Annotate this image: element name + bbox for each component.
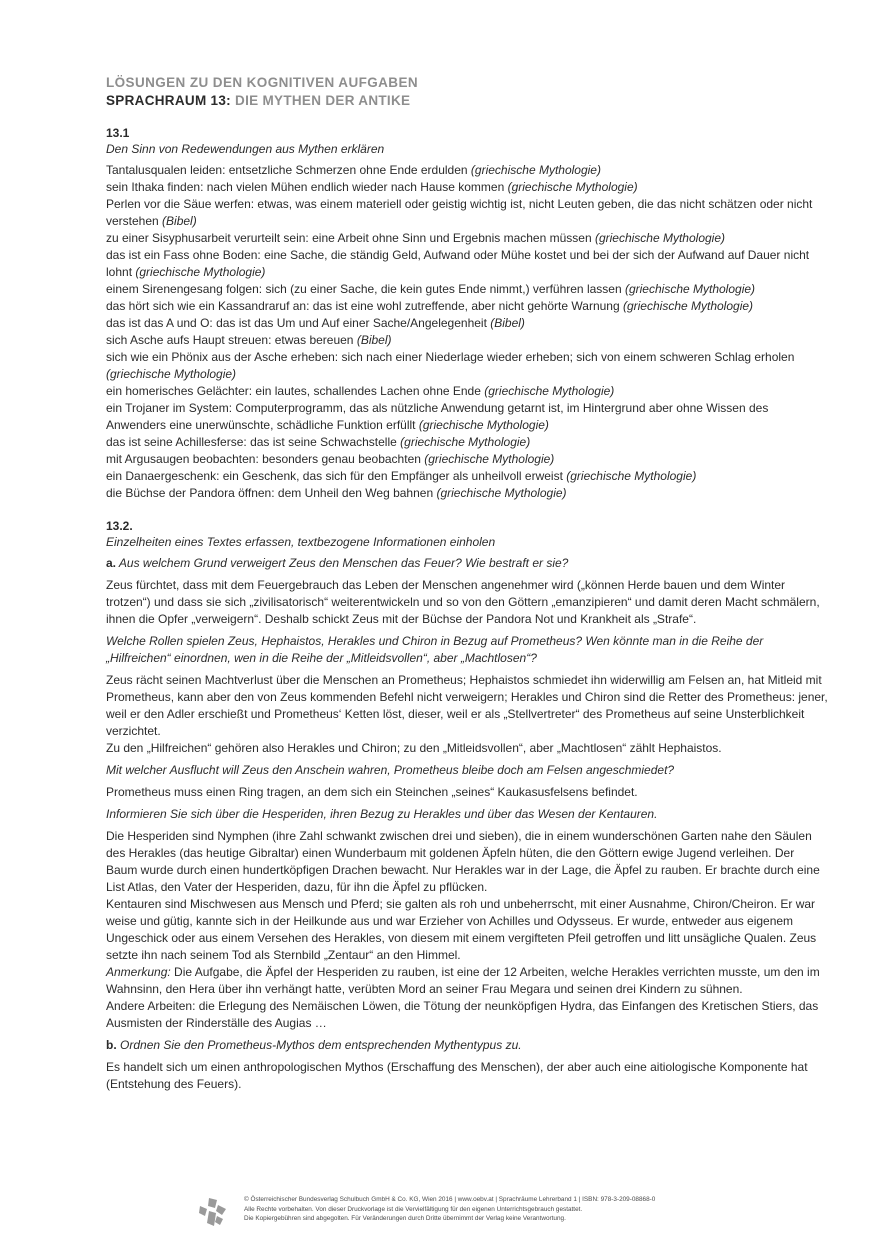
idiom-source: (griechische Mythologie) xyxy=(484,384,615,398)
question-label: a. xyxy=(106,556,117,570)
idiom-source: (griechische Mythologie) xyxy=(424,452,555,466)
section-number: 13.1 xyxy=(106,126,130,140)
idiom-explanation: das hört sich wie ein Kassandraruf an: das ist eine wohl zutreffende, aber nicht gehörte Warnung xyxy=(106,299,623,313)
idiom-entry xyxy=(106,230,828,247)
idiom-explanation: das ist das A und O: das ist das Um und Auf einer Sache/Angelegenheit xyxy=(106,316,491,330)
idiom-entry xyxy=(106,315,828,332)
question-a: a. Aus welchem Grund verweigert Zeus den Menschen das Feuer? Wie bestraft er sie? xyxy=(106,556,569,570)
idiom-explanation: das ist seine Achillesferse: das ist seine Schwachstelle xyxy=(106,435,401,449)
idiom-source: (Bibel) xyxy=(162,214,197,228)
answer-a: Zeus fürchtet, dass mit dem Feuergebrauch das Leben der Menschen angenehmer wird („können Herde bauen und dem Winter trotzen“) und dass sie sich „zivilisatorisch“ weiterentwickeln und so von den Göttern „emanzipieren“ und damit deren Macht schmälern, ihnen die Opfer „verweigern“. Deshalb schickt Zeus mit der Büchse der Pandora Not und Krankheit als „Strafe“. xyxy=(106,578,820,626)
answer-other-labours: Andere Arbeiten: die Erlegung des Nemäischen Löwen, die Tötung der neunköpfigen Hydra, das Einfangen des Kretischen Stiers, das Ausmisten der Rinderställe des Augias … xyxy=(106,999,819,1030)
chapter-title xyxy=(106,92,828,109)
idiom-source: (griechische Mythologie) xyxy=(418,418,549,432)
idiom-source: (Bibel) xyxy=(490,316,525,330)
idiom-entry xyxy=(106,162,828,179)
oebv-logo-icon xyxy=(198,1197,228,1227)
idiom-entry xyxy=(106,179,828,196)
question-label: b. xyxy=(106,1038,117,1052)
copyright-line: © Österreichischer Bundesverlag Schulbuch GmbH & Co. KG, Wien 2016 | www.oebv.at | Sprachräume Lehrerband 1 | ISBN: 978-3-209-08868-0 xyxy=(244,1196,656,1203)
idiom-explanation: Perlen vor die Säue werfen: etwas, was einem materiell oder geistig wichtig ist, nicht Leuten geben, die das nicht schätzen oder nicht verstehen xyxy=(106,197,813,228)
note: Anmerkung: Die Aufgabe, die Äpfel der Hesperiden zu rauben, ist eine der 12 Arbeiten, welche Herakles verrichten musste, um den im Wahnsinn, den Hera über ihn verhängt hatte, verübten Mord an seiner Frau Megara und seinen drei Kindern zu sühnen. xyxy=(106,965,820,996)
answer-roles: Zeus rächt seinen Machtverlust über die Menschen an Prometheus; Hephaistos schmiedet ihn widerwillig am Felsen an, hat Mitleid mit Prometheus, kann aber den von Zeus kommenden Befehl nicht verweigern; Herakles und Chiron sind die Retter des Prometheus: jener, weil er den Adler erschießt und Prometheus‘ Ketten löst, dieser, weil er als „Stellvertreter“ des Prometheus auf seine Unsterblichkeit verzichtet. xyxy=(106,673,828,738)
idiom-source: (griechische Mythologie) xyxy=(470,163,601,177)
question-roles: Welche Rollen spielen Zeus, Hephaistos, Herakles und Chiron in Bezug auf Prometheus? Wen könnte man in die Reihe der „Hilfreichen“ einordnen, wen in die Reihe der „Mitleidsvollen“, aber „Machtlosen“? xyxy=(106,634,764,665)
rights-line: Alle Rechte vorbehalten. Von dieser Druckvorlage ist die Vervielfältigung für den eigenen Unterrichtsgebrauch gestattet. xyxy=(244,1205,583,1213)
section-subtitle: Einzelheiten eines Textes erfassen, textbezogene Informationen einholen xyxy=(106,535,496,549)
answer-roles-summary: Zu den „Hilfreichen“ gehören also Herakles und Chiron; zu den „Mitleidsvollen“, aber „Machtlosen“ zählt Hephaistos. xyxy=(106,741,722,755)
idiom-entry xyxy=(106,451,828,468)
idiom-explanation: das ist ein Fass ohne Boden: eine Sache, die ständig Geld, Aufwand oder Mühe kostet und bei der sich der Aufwand auf Dauer nicht lohnt xyxy=(106,248,810,279)
idiom-source: (griechische Mythologie) xyxy=(594,231,726,245)
fees-line: Die Kopiergebühren sind abgegolten. Für Veränderungen durch Dritte übernimmt der Verlag keine Verantwortung. xyxy=(244,1215,566,1222)
idiom-source: (griechische Mythologie) xyxy=(436,486,567,500)
chapter-label: SPRACHRAUM 13: xyxy=(106,93,231,108)
idiom-source: (griechische Mythologie) xyxy=(566,469,697,483)
idiom-explanation: ein Trojaner im System: Computerprogramm, das als nützliche Anwendung getarnt ist, im Hintergrund aber ohne Wissen des Anwenders eine unerwünschte, schädliche Funktion erfüllt xyxy=(106,401,769,432)
idiom-list xyxy=(106,162,828,502)
question-hesperides: Informieren Sie sich über die Hesperiden, ihren Bezug zu Herakles und über das Wesen der Kentauren. xyxy=(106,807,658,821)
idiom-explanation: die Büchse der Pandora öffnen: dem Unheil den Weg bahnen xyxy=(106,486,437,500)
section-number: 13.2. xyxy=(106,519,133,533)
idiom-source: (griechische Mythologie) xyxy=(135,265,266,279)
idiom-source: (griechische Mythologie) xyxy=(624,282,756,296)
page-title: LÖSUNGEN ZU DEN KOGNITIVEN AUFGABEN xyxy=(106,75,419,90)
section-subtitle: Den Sinn von Redewendungen aus Mythen erklären xyxy=(106,142,385,156)
idiom-explanation: Tantalusqualen leiden: entsetzliche Schmerzen ohne Ende erdulden xyxy=(106,163,471,177)
idiom-source: (Bibel) xyxy=(356,333,392,347)
note-label: Anmerkung: xyxy=(106,965,171,979)
answer-pretext: Prometheus muss einen Ring tragen, an dem sich ein Steinchen „seines“ Kaukasusfelsens befindet. xyxy=(106,785,638,799)
footer-text xyxy=(244,1195,655,1224)
idiom-source: (griechische Mythologie) xyxy=(622,299,754,313)
idiom-entry xyxy=(106,468,828,485)
answer-centaurs: Kentauren sind Mischwesen aus Mensch und Pferd; sie galten als roh und unbeherrscht, mit einer Ausnahme, Chiron/Cheiron. Er war weise und gütig, kannte sich in der Heilkunde aus und war Erzieher von Achilles und Odysseus. Er wurde, entweder aus eigenem Ungeschick oder aus einem Versehen des Herakles, von diesem mit einem vergifteten Pfeil getroffen und litt unsägliche Qualen. Zeus setzte ihn nach seinem Tod als Sternbild „Zentaur“ an den Himmel. xyxy=(106,897,817,962)
idiom-explanation: sein Ithaka finden: nach vielen Mühen endlich wieder nach Hause kommen xyxy=(106,180,508,194)
idiom-explanation: ein Danaergeschenk: ein Geschenk, das sich für den Empfänger als unheilvoll erweist xyxy=(106,469,567,483)
idiom-source: (griechische Mythologie) xyxy=(507,180,638,194)
idiom-explanation: ein homerisches Gelächter: ein lautes, schallendes Lachen ohne Ende xyxy=(106,384,485,398)
idiom-entry xyxy=(106,281,828,298)
idiom-entry xyxy=(106,383,828,400)
idiom-entry xyxy=(106,298,828,315)
idiom-entry xyxy=(106,196,828,230)
idiom-entry xyxy=(106,349,828,383)
idiom-entry xyxy=(106,434,828,451)
idiom-explanation: einem Sirenengesang folgen: sich (zu einer Sache, die kein gutes Ende nimmt,) verführen lassen xyxy=(106,282,625,296)
idiom-explanation: sich Asche aufs Haupt streuen: etwas bereuen xyxy=(106,333,357,347)
idiom-entry xyxy=(106,485,828,502)
idiom-entry xyxy=(106,400,828,434)
question-pretext: Mit welcher Ausflucht will Zeus den Anschein wahren, Prometheus bleibe doch am Felsen angeschmiedet? xyxy=(106,763,675,777)
idiom-source: (griechische Mythologie) xyxy=(400,435,531,449)
answer-hesperides: Die Hesperiden sind Nymphen (ihre Zahl schwankt zwischen drei und sieben), die in einem wunderschönen Garten nahe den Säulen des Herakles (das heutige Gibraltar) einen Wunderbaum mit goldenen Äpfeln hüten, die den Göttern ewige Jugend verleihen. Der Baum wurde durch einen hundertköpfigen Drachen bewacht. Nur Herakles war in der Lage, die Äpfel zu rauben. Er brachte durch eine List Atlas, den Vater der Hesperiden, dazu, für ihn die Äpfel zu pflücken. xyxy=(106,829,820,894)
idiom-source: (griechische Mythologie) xyxy=(106,367,237,381)
idiom-explanation: sich wie ein Phönix aus der Asche erheben: sich nach einer Niederlage wieder erheben; sich von einem schweren Schlag erholen xyxy=(106,350,795,364)
page-content xyxy=(106,74,828,1093)
idiom-explanation: zu einer Sisyphusarbeit verurteilt sein: eine Arbeit ohne Sinn und Ergebnis machen müssen xyxy=(106,231,595,245)
chapter-topic: DIE MYTHEN DER ANTIKE xyxy=(235,93,411,108)
question-b: b. Ordnen Sie den Prometheus-Mythos dem entsprechenden Mythentypus zu. xyxy=(106,1038,522,1052)
idiom-entry xyxy=(106,332,828,349)
idiom-explanation: mit Argusaugen beobachten: besonders genau beobachten xyxy=(106,452,425,466)
answer-b: Es handelt sich um einen anthropologischen Mythos (Erschaffung des Menschen), der aber auch eine aitiologische Komponente hat (Entstehung des Feuers). xyxy=(106,1060,808,1091)
idiom-entry xyxy=(106,247,828,281)
